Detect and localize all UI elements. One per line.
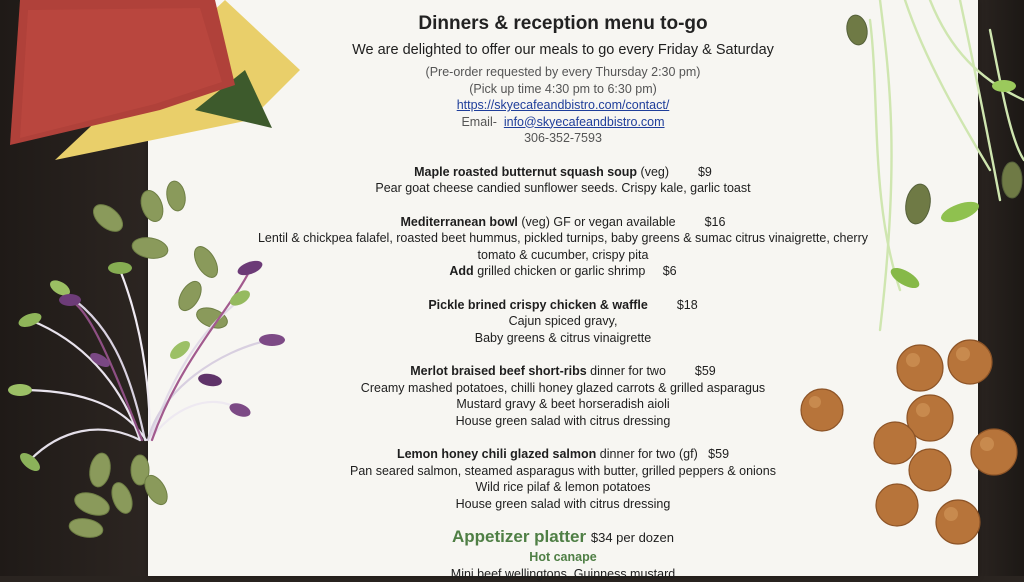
item-name: Maple roasted butternut squash soup [414,165,637,179]
item-note: (veg) GF or vegan available [521,215,675,229]
item-name: Mediterranean bowl [401,215,518,229]
addon-label: Add [449,264,473,278]
phone-number: 306-352-7593 [148,130,978,147]
item-description: Baby greens & citrus vinaigrette [148,330,978,347]
item-description: Mustard gravy & beet horseradish aioli [148,396,978,413]
item-name: Pickle brined crispy chicken & waffle [428,298,648,312]
item-note: (veg) [641,165,669,179]
item-description: House green salad with citrus dressing [148,413,978,430]
wooden-table-left [0,0,170,576]
item-price: $18 [677,298,698,312]
appetizer-price: $34 per dozen [591,530,674,545]
preorder-note: (Pre-order requested by every Thursday 2:30 pm) [148,64,978,81]
item-name: Merlot braised beef short-ribs [410,364,586,378]
menu-item-short-ribs [148,363,978,429]
appetizer-title: Appetizer platter [452,527,586,546]
item-note: dinner for two (gf) [600,447,698,461]
item-price: $9 [698,165,712,179]
menu-item-chicken-waffle [148,297,978,347]
menu-item-salmon [148,446,978,512]
appetizer-heading [148,526,978,549]
canape-line: Mini beef wellingtons, Guinness mustard [148,566,978,582]
email-row [148,114,978,131]
item-addon [148,263,978,280]
item-price: $16 [705,215,726,229]
pickup-note: (Pick up time 4:30 pm to 6:30 pm) [148,81,978,98]
item-price: $59 [708,447,729,461]
menu-content [148,0,978,576]
item-description: Pear goat cheese candied sunflower seeds. Crispy kale, garlic toast [148,180,978,197]
item-description: Cajun spiced gravy, [148,313,978,330]
item-description: Creamy mashed potatoes, chilli honey glazed carrots & grilled asparagus [148,380,978,397]
website-link[interactable]: https://skyecafeandbistro.com/contact/ [457,98,670,112]
menu-title: Dinners & reception menu to-go [148,12,978,36]
canape-heading: Hot canape [148,549,978,566]
item-description: Pan seared salmon, steamed asparagus with butter, grilled peppers & onions [148,463,978,480]
item-price: $59 [695,364,716,378]
menu-subtitle: We are delighted to offer our meals to go every Friday & Saturday [148,40,978,60]
item-description: tomato & cucumber, crispy pita [148,247,978,264]
item-description: House green salad with citrus dressing [148,496,978,513]
item-name: Lemon honey chili glazed salmon [397,447,596,461]
menu-item-soup [148,164,978,197]
addon-text: grilled chicken or garlic shrimp [477,264,645,278]
item-description: Lentil & chickpea falafel, roasted beet hummus, pickled turnips, baby greens & sumac citrus vinaigrette, cherry [148,230,978,247]
item-note: dinner for two [590,364,666,378]
item-description: Wild rice pilaf & lemon potatoes [148,479,978,496]
menu-item-mediterranean-bowl [148,214,978,280]
email-link[interactable]: info@skyecafeandbistro.com [504,115,665,129]
addon-price: $6 [663,264,677,278]
email-label: Email- [461,115,496,129]
